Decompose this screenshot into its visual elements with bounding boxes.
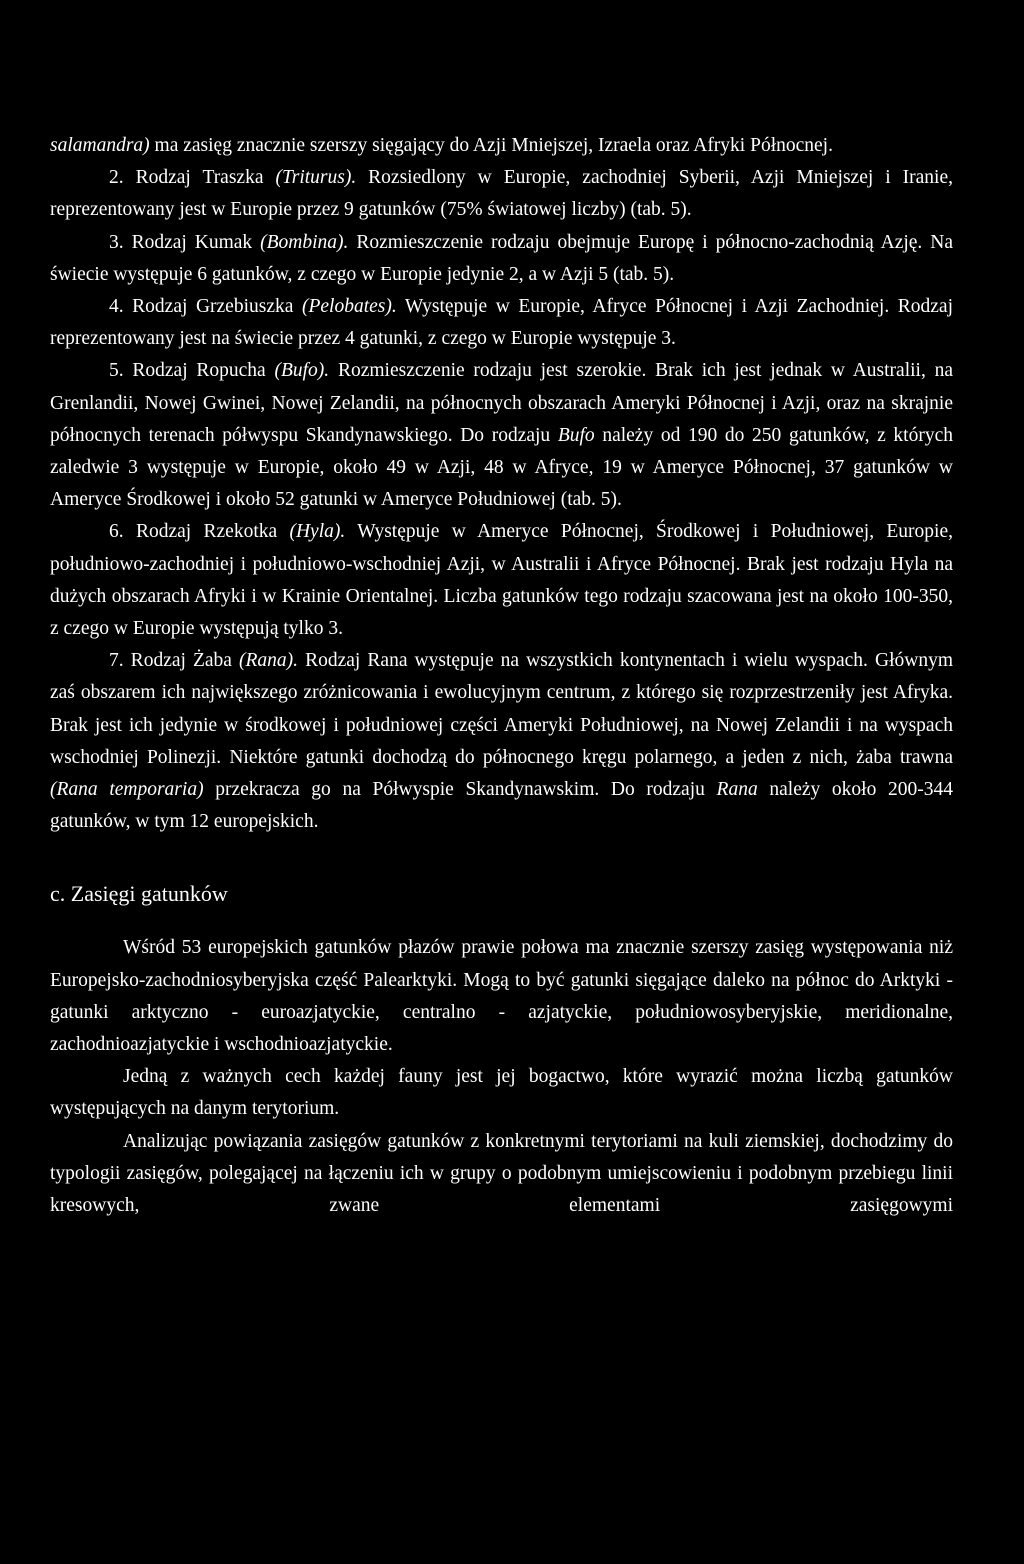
genus-heading: 2. Rodzaj Traszka bbox=[109, 167, 276, 189]
paragraph-text: przekracza go na Półwyspie Skandynawskim. Do rodzaju bbox=[203, 779, 717, 801]
document-body bbox=[50, 130, 953, 1222]
paragraph-grzebiuszka bbox=[50, 291, 953, 355]
genus-heading: 3. Rodzaj Kumak bbox=[109, 231, 261, 253]
paragraph-text: Rozmieszczenie rodzaju jest szerokie. Brak ich jest jednak w Australii, na Grenlandii, Nowej Gwinei, Nowej Zelandii, na północnych obszarach Ameryki Północnej i Azji, oraz na skrajnie północnych terenach półwyspu Skandynawskiego. Do rodzaju bbox=[50, 360, 953, 446]
genus-heading: 4. Rodzaj Grzebiuszka bbox=[109, 296, 302, 318]
paragraph-text: Rozsiedlony w Europie, zachodniej Syberii, Azji Mniejszej i Iranie, reprezentowany jest w Europie przez 9 gatunków (75% światowej liczby) (tab. 5). bbox=[50, 167, 953, 221]
paragraph-text: należy od 190 do 250 gatunków, z których zaledwie 3 występuje w Europie, około 49 w Azji, 48 w Afryce, 19 w Ameryce Północnej, 37 gatunków w Ameryce Środkowej i około 52 gatunki w Ameryce Południowej (tab. 5). bbox=[50, 424, 953, 511]
latin-name: (Bufo). bbox=[274, 360, 330, 382]
genus-heading: 5. Rodzaj Ropucha bbox=[109, 360, 275, 382]
paragraph-typology: Analizując powiązania zasięgów gatunków z konkretnymi terytoriami na kuli ziemskiej, dochodzimy do typologii zasięgów, polegającej na łączeniu ich w grupy o podobnym umiejscowieniu i podobnym przebiegu linii kresowych, zwane elementami zasięgowymi bbox=[50, 1130, 953, 1217]
latin-name: (Hyla). bbox=[289, 521, 346, 543]
paragraph-intro: Wśród 53 europejskich gatunków płazów prawie połowa ma znacznie szerszy zasięg występowania niż Europejsko-zachodniosyberyjska część Palearktyki. Mogą to być gatunki sięgające daleko na północ do Arktyki - gatunki arktyczno - euroazjatyckie, centralno - azjatyckie, południowosyberyjskie, meridionalne, zachodnioazjatyckie i wschodnioazjatyckie. bbox=[50, 937, 953, 1056]
paragraph-text: Występuje w Europie, Afryce Północnej i Azji Zachodniej. Rodzaj reprezentowany jest na świecie przez 4 gatunki, z czego w Europie występuje 3. bbox=[50, 296, 953, 350]
latin-name: (Rana temporaria) bbox=[50, 779, 204, 801]
latin-name: (Pelobates). bbox=[301, 296, 397, 318]
paragraph-zaba bbox=[50, 645, 953, 838]
genus-heading: 6. Rodzaj Rzekotka bbox=[109, 521, 290, 543]
section-heading: c. Zasięgi gatunków bbox=[50, 881, 228, 907]
paragraph-traszka bbox=[50, 162, 953, 226]
paragraph-salamandra bbox=[50, 130, 953, 162]
paragraph-ropucha bbox=[50, 355, 953, 516]
paragraph-rzekotka bbox=[50, 516, 953, 645]
paragraph-text: ma zasięg znacznie szerszy sięgający do Azji Mniejszej, Izraela oraz Afryki Północnej. bbox=[149, 135, 833, 156]
paragraph-richness: Jedną z ważnych cech każdej fauny jest jej bogactwo, które wyrazić można liczbą gatunków występujących na danym terytorium. bbox=[50, 1066, 953, 1120]
genus-heading: 7. Rodzaj Żaba bbox=[109, 650, 240, 672]
paragraph-text: Występuje w Ameryce Północnej, Środkowej i Południowej, Europie, południowo-zachodniej i południowo-wschodniej Azji, w Australii i Afryce Północnej. Brak jest rodzaju Hyla na dużych obszarach Afryki i w Krainie Orientalnej. Liczba gatunków tego rodzaju szacowana jest na około 100-350, z czego w Europie występują tylko 3. bbox=[50, 521, 954, 640]
latin-name: salamandra) bbox=[50, 135, 150, 156]
paragraph-kumak bbox=[50, 227, 953, 291]
latin-name: (Triturus). bbox=[275, 167, 357, 189]
latin-name: Rana bbox=[716, 779, 758, 801]
paragraph-text: należy około 200-344 gatunków, w tym 12 europejskich. bbox=[50, 779, 954, 833]
latin-name: Bufo bbox=[557, 424, 595, 446]
paragraph-text: Rodzaj Rana występuje na wszystkich kontynentach i wielu wyspach. Głównym zaś obszarem ich największego zróżnicowania i ewolucyjnym centrum, z którego się rozprzestrzeniły jest Afryka. Brak jest ich jedynie w środkowej i południowej części Ameryki Południowej, na Nowej Zelandii i na wyspach wschodniej Polinezji. Niektóre gatunki dochodzą do północnego kręgu polarnego, a jeden z nich, żaba trawna bbox=[50, 650, 953, 768]
latin-name: (Bombina). bbox=[260, 231, 349, 253]
latin-name: (Rana). bbox=[239, 650, 299, 672]
paragraph-text: Rozmieszczenie rodzaju obejmuje Europę i północno-zachodnią Azję. Na świecie występuje 6 gatunków, z czego w Europie jedynie 2, a w Azji 5 (tab. 5). bbox=[50, 231, 953, 285]
